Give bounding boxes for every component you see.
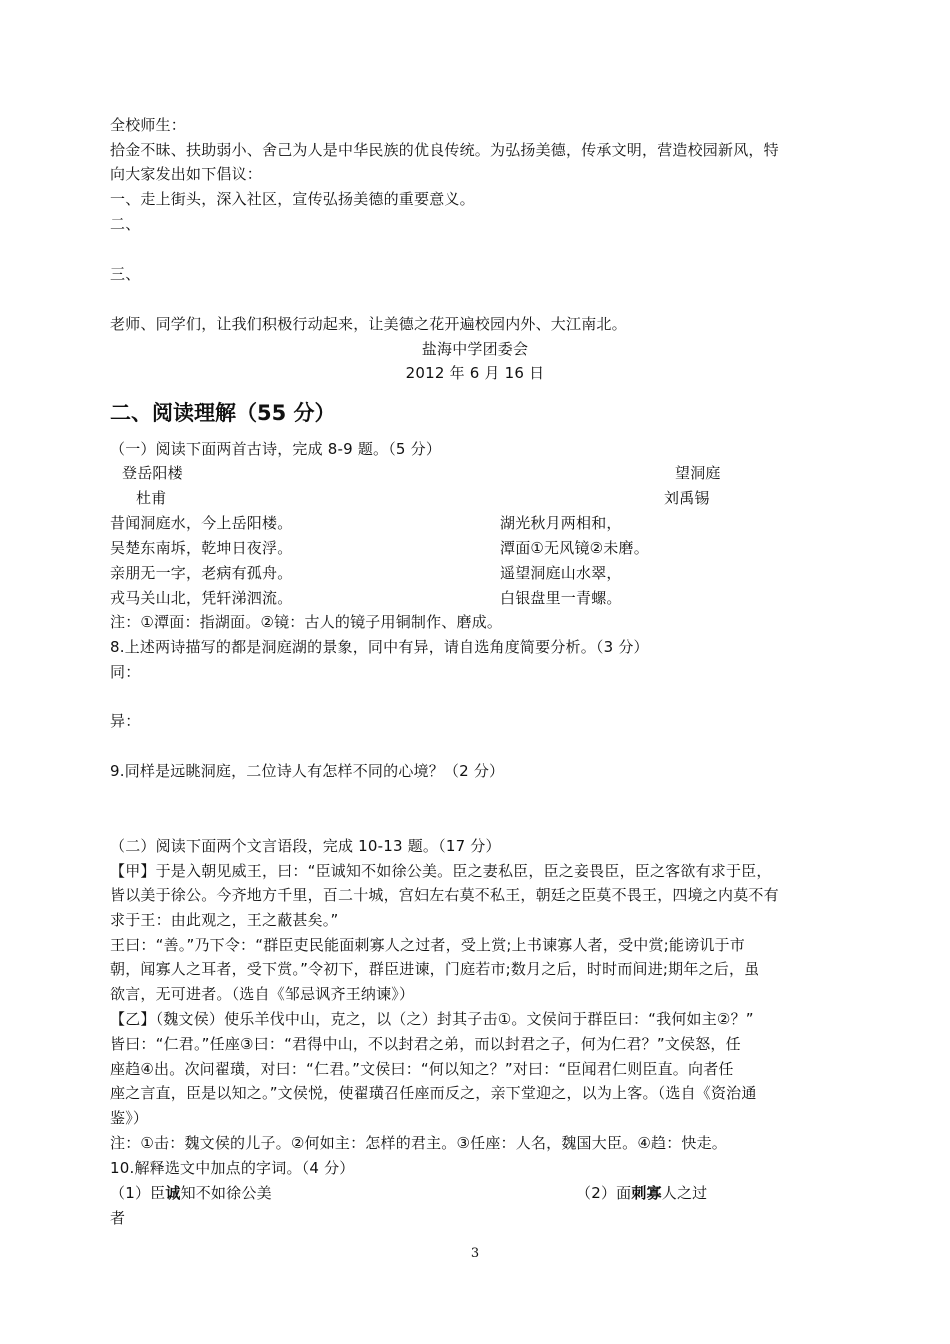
- passage-jia-line: 皆以美于徐公。今齐地方千里，百二十城，宫妇左右莫不私王，朝廷之臣莫不畏王，四境之内莫不有: [110, 886, 779, 904]
- passage-jia-line: 求于王：由此观之，王之蔽甚矣。”: [110, 911, 339, 929]
- part1-intro: （一）阅读下面两首古诗，完成 8-9 题。（5 分）: [110, 440, 442, 458]
- poem1-line: 戎马关山北，凭轩涕泗流。: [110, 589, 293, 607]
- signature-date: 2012 年 6 月 16 日: [405, 364, 545, 382]
- question-8: 8.上述两诗描写的都是洞庭湖的景象，同中有异，请自选角度简要分析。（3 分）: [110, 638, 649, 656]
- passage-yi-line: 鉴》）: [110, 1109, 149, 1127]
- item-text: （2）面: [576, 1184, 632, 1202]
- poem1-line: 昔闻洞庭水，今上岳阳楼。: [110, 514, 293, 532]
- poem2-line: 湖光秋月两相和，: [500, 514, 622, 532]
- proposal-paragraph-line: 向大家发出如下倡议：: [110, 165, 263, 183]
- proposal-item-2: 二、: [110, 215, 141, 233]
- proposal-item-1: 一、走上街头，深入社区，宣传弘扬美德的重要意义。: [110, 190, 475, 208]
- salutation: 全校师生：: [110, 116, 187, 134]
- question-10-item-1: [110, 1182, 272, 1204]
- passage-jia-line: 欲言，无可进者。（选自《邹忌讽齐王纳谏》）: [110, 985, 415, 1003]
- item-text: 人之过: [661, 1184, 708, 1202]
- dotted-word: 诚: [165, 1184, 181, 1202]
- passage-jia-line: 王曰：“善。”乃下令：“群臣吏民能面刺寡人之过者，受上赏;上书谏寡人者，受中赏;能谤讥于市: [110, 936, 745, 954]
- dotted-word: 刺寡: [631, 1184, 662, 1202]
- question-10: 10.解释选文中加点的字词。（4 分）: [110, 1159, 355, 1177]
- poem1-author: 杜甫: [136, 489, 167, 507]
- poem2-author: 刘禹锡: [664, 489, 710, 507]
- poem2-line: 白银盘里一青螺。: [500, 589, 622, 607]
- item-text: 知不如徐公美: [180, 1184, 272, 1202]
- item-text: （1）臣: [110, 1184, 166, 1202]
- poem1-title: 登岳阳楼: [122, 464, 183, 482]
- passage-yi-line: 皆曰：“仁君。”任座③曰：“君得中山，不以封君之弟，而以封君之子，何为仁君？”文侯怒，任: [110, 1035, 741, 1053]
- poem1-line: 吴楚东南坼，乾坤日夜浮。: [110, 539, 293, 557]
- passage-yi-line: 座之言直，臣是以知之。”文侯悦，使翟璜召任座而反之，亲下堂迎之，以为上客。（选自《资治通: [110, 1084, 757, 1102]
- question-9: 9.同样是远眺洞庭，二位诗人有怎样不同的心境？（2 分）: [110, 762, 505, 780]
- passage-yi-line: 座趋④出。次问翟璜，对曰：“仁君。”文侯曰：“何以知之？”对曰：“臣闻君仁则臣直。向者任: [110, 1060, 734, 1078]
- section-heading: 二、阅读理解（55 分）: [110, 401, 336, 425]
- poem1-line: 亲朋无一字，老病有孤舟。: [110, 564, 293, 582]
- poem2-title: 望洞庭: [675, 464, 721, 482]
- question-10-item-2: [576, 1182, 707, 1204]
- poem-note: 注：①潭面：指湖面。②镜：古人的镜子用铜制作、磨成。: [110, 613, 503, 631]
- proposal-paragraph-line: 拾金不昧、扶助弱小、舍己为人是中华民族的优良传统。为弘扬美德，传承文明，营造校园新风，特: [110, 141, 779, 159]
- passage-yi-line: 【乙】（魏文侯）使乐羊伐中山，克之，以（之）封其子击①。文侯问于群臣曰：“我何如主②？”: [110, 1010, 754, 1028]
- page-number: 3: [470, 1246, 480, 1261]
- passage-note: 注：①击：魏文侯的儿子。②何如主：怎样的君主。③任座：人名，魏国大臣。④趋：快走。: [110, 1134, 727, 1152]
- passage-jia-line: 朝，闻寡人之耳者，受下赏。”令初下，群臣进谏，门庭若市;数月之后，时时而间进;期年之后，虽: [110, 960, 760, 978]
- question-8-same: 同：: [110, 663, 141, 681]
- poem2-line: 遥望洞庭山水翠，: [500, 564, 622, 582]
- question-8-diff: 异：: [110, 712, 141, 730]
- proposal-closing: 老师、同学们，让我们积极行动起来，让美德之花开遍校园内外、大江南北。: [110, 315, 627, 333]
- passage-jia-line: 【甲】于是入朝见威王，曰：“臣诚知不如徐公美。臣之妻私臣，臣之妾畏臣，臣之客欲有求于臣，: [110, 862, 772, 880]
- poem2-line: 潭面①无风镜②未磨。: [500, 539, 649, 557]
- signer: 盐海中学团委会: [421, 340, 529, 358]
- proposal-item-3: 三、: [110, 265, 141, 283]
- question-10-item-2-wrap: 者: [110, 1209, 126, 1227]
- part2-intro: （二）阅读下面两个文言语段，完成 10-13 题。（17 分）: [110, 837, 501, 855]
